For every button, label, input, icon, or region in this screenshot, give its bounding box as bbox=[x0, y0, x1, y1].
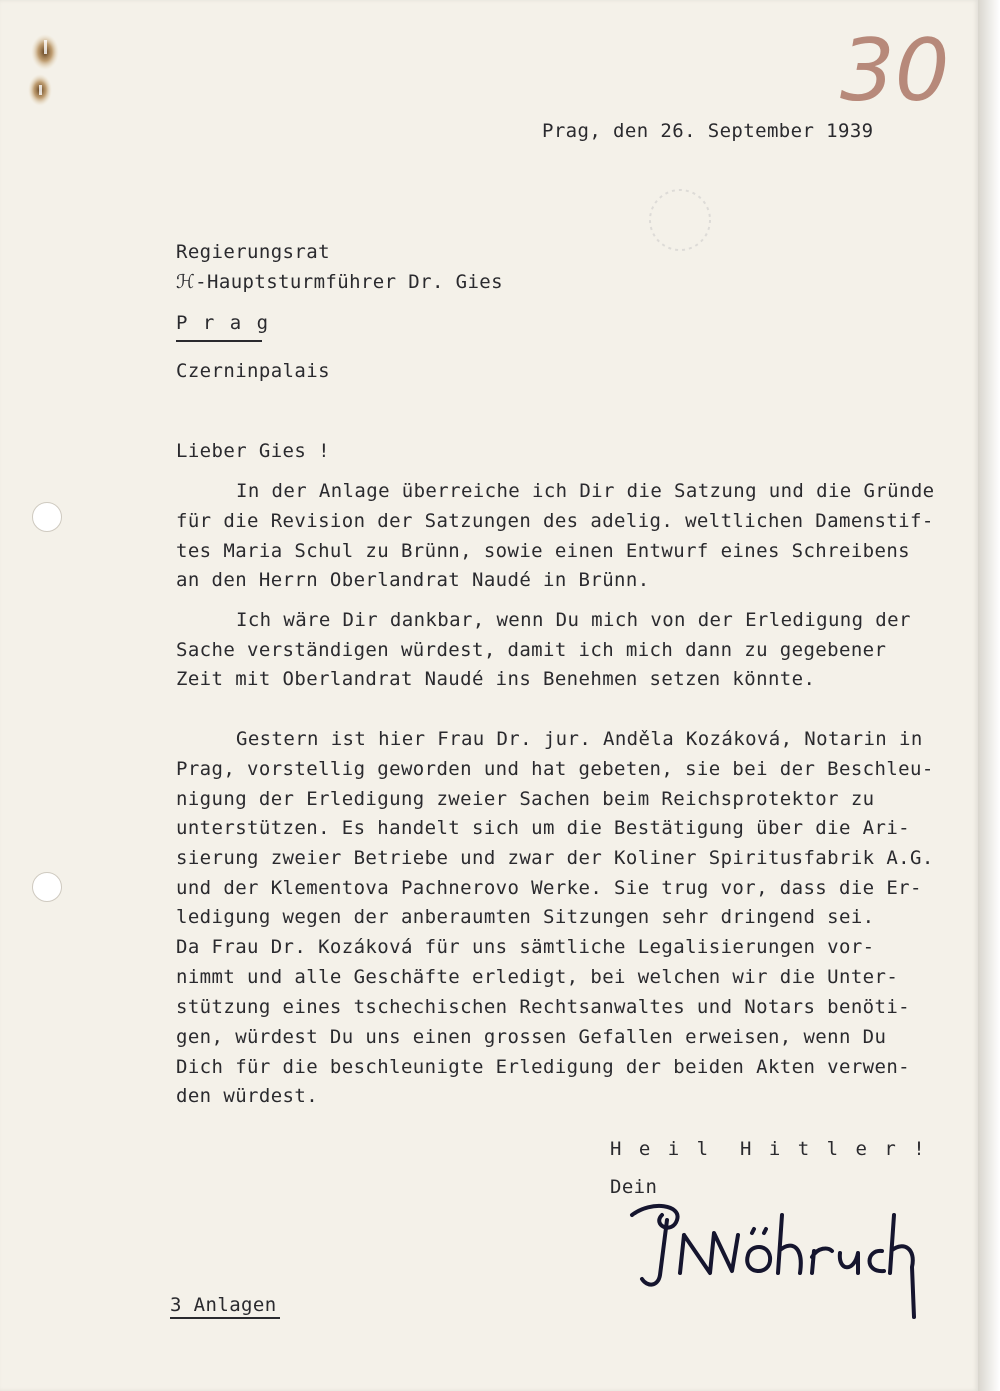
handwritten-signature bbox=[622, 1195, 932, 1325]
city-underline bbox=[176, 340, 262, 342]
paragraph-line: Da Frau Dr. Kozáková für uns sämtliche Legalisierungen vor- bbox=[176, 936, 875, 958]
paragraph-line: tes Maria Schul zu Brünn, sowie einen Entwurf eines Schreibens bbox=[176, 540, 911, 562]
paragraph-line: Zeit mit Oberlandrat Naudé ins Benehmen setzen könnte. bbox=[176, 668, 816, 690]
paragraph-line: für die Revision der Satzungen des adelig. weltlichen Damenstif- bbox=[176, 510, 934, 532]
paragraph-line: an den Herrn Oberlandrat Naudé in Brünn. bbox=[176, 569, 650, 591]
paragraph-line: Ich wäre Dir dankbar, wenn Du mich von der Erledigung der bbox=[236, 609, 911, 631]
recipient-title: Regierungsrat bbox=[176, 241, 330, 263]
punch-hole-bottom bbox=[32, 872, 62, 902]
paragraph-line: gen, würdest Du uns einen grossen Gefallen erweisen, wenn Du bbox=[176, 1026, 887, 1048]
enclosures-underline bbox=[170, 1317, 280, 1319]
paragraph-line: Prag, vorstellig geworden und hat gebeten, sie bei der Beschleu- bbox=[176, 758, 934, 780]
paragraph-line: und der Klementova Pachnerovo Werke. Sie trug vor, dass die Er- bbox=[176, 877, 922, 899]
paragraph-line: den würdest. bbox=[176, 1085, 319, 1107]
punch-hole-top bbox=[32, 502, 62, 532]
paragraph-line: Dich für die beschleunigte Erledigung der beiden Akten verwen- bbox=[176, 1056, 911, 1078]
pencil-page-number bbox=[835, 22, 955, 112]
date-line: Prag, den 26. September 1939 bbox=[542, 120, 874, 142]
paragraph-line: Sache verständigen würdest, damit ich mich dann zu gegebener bbox=[176, 639, 887, 661]
svg-text:30: 30 bbox=[840, 22, 950, 112]
paragraph-line: stützung eines tschechischen Rechtsanwaltes und Notars benöti- bbox=[176, 996, 911, 1018]
recipient-city: P r a g bbox=[176, 312, 271, 334]
enclosures-note: 3 Anlagen bbox=[170, 1294, 277, 1316]
recipient-name: ℋ-Hauptsturmführer Dr. Gies bbox=[176, 271, 503, 293]
closing-heil-hitler: H e i l H i t l e r ! bbox=[610, 1138, 928, 1160]
salutation: Lieber Gies ! bbox=[176, 440, 330, 462]
page-edge bbox=[978, 0, 1000, 1391]
closing-dein: Dein bbox=[610, 1176, 658, 1198]
paragraph-line: Gestern ist hier Frau Dr. jur. Anděla Kozáková, Notarin in bbox=[236, 728, 923, 750]
burn-mark bbox=[20, 30, 70, 110]
paragraph-line: nimmt und alle Geschäfte erledigt, bei welchen wir die Unter- bbox=[176, 966, 899, 988]
paragraph-line: ledigung wegen der anberaumten Sitzungen sehr dringend sei. bbox=[176, 906, 875, 928]
paragraph-line: unterstützen. Es handelt sich um die Bestätigung über die Ari- bbox=[176, 817, 911, 839]
paragraph-line: In der Anlage überreiche ich Dir die Satzung und die Gründe bbox=[236, 480, 935, 502]
paragraph-line: sierung zweier Betriebe und zwar der Koliner Spiritusfabrik A.G. bbox=[176, 847, 934, 869]
paragraph-line: nigung der Erledigung zweier Sachen beim Reichsprotektor zu bbox=[176, 788, 875, 810]
faint-stamp bbox=[640, 180, 720, 260]
recipient-address: Czerninpalais bbox=[176, 360, 330, 382]
